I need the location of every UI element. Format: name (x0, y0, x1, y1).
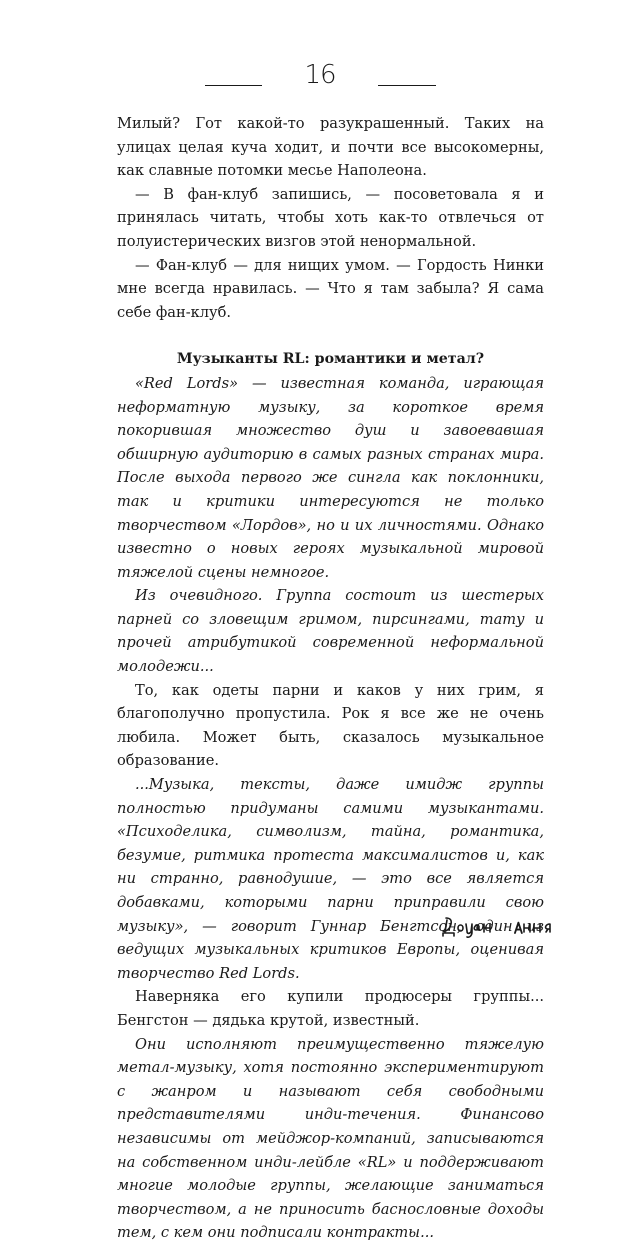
article-heading: Музыканты RL: романтики и метал? (176, 351, 485, 368)
signature-mark (440, 912, 570, 940)
article-paragraph: ...Музыка, тексты, даже имидж группы полностью придуманы самими музыкантами. «Психоделика, символизм, тайна, романтика, безумие, ритмика протеста максималистов и, как ни странно, равнодушие, — это все является добавками, которыми парни приправили свою музыку», — говорит Гуннар Бенгтсон, один из ведущих музыкальных критиков Европы, оценивая творчество Red Lords. (117, 776, 544, 982)
header-rule-left (205, 85, 262, 86)
page-number: 16 (304, 60, 336, 90)
header-rule-right (378, 85, 436, 86)
body-paragraph: — В фан-клуб запишись, — посоветовала я и принялась читать, чтобы хоть как-то отвлечься от полуистерических визгов этой ненормальной. (117, 185, 544, 250)
article-paragraph: Из очевидного. Группа состоит из шестерых парней со зловещим гримом, пирсингами, тату и прочей атрибутикой современной неформальной молодежи... (117, 587, 544, 676)
author-signature-logo (440, 912, 570, 940)
body-paragraph: То, как одеты парни и каков у них грим, я благополучно пропустила. Рок я все же не очень любила. Может быть, сказалось музыкальное образование. (117, 681, 544, 770)
article-paragraph: «Red Lords» — известная команда, играющая неформатную музыку, за короткое время покорившая множество душ и завоевавшая обширную аудиторию в самых разных странах мира. После выхода первого же сингла как поклонники, так и критики интересуются не только творчеством «Лордов», но и их личностями. Однако известно о новых героях музыкальной мировой тяжелой сцены немногое. (117, 374, 544, 581)
body-paragraph: — Фан-клуб — для нищих умом. — Гордость Нинки мне всегда нравилась. — Что я там забыла? Я сама себе фан-клуб. (117, 256, 544, 321)
body-paragraph: Милый? Гот какой-то разукрашенный. Таких на улицах целая куча ходит, и почти все высокомерны, как славные потомки месье Наполеона. (117, 115, 544, 180)
article-paragraph: Они исполняют преимущественно тяжелую метал-музыку, хотя постоянно экспериментируют с жанром и называют себя свободными представителями инди-течения. Финансово независимы от мейджор-компаний, записываются на собственном инди-лейбле «RL» и поддерживают многие молодые группы, желающие заниматься творчеством, а не приносить баснословные доходы тем, с кем они подписали контракты... (117, 1035, 544, 1242)
body-paragraph: Наверняка его купили продюсеры группы... Бенгстон — дядька крутой, известный. (117, 988, 544, 1029)
page-body (117, 112, 544, 1245)
page-header (0, 58, 619, 98)
